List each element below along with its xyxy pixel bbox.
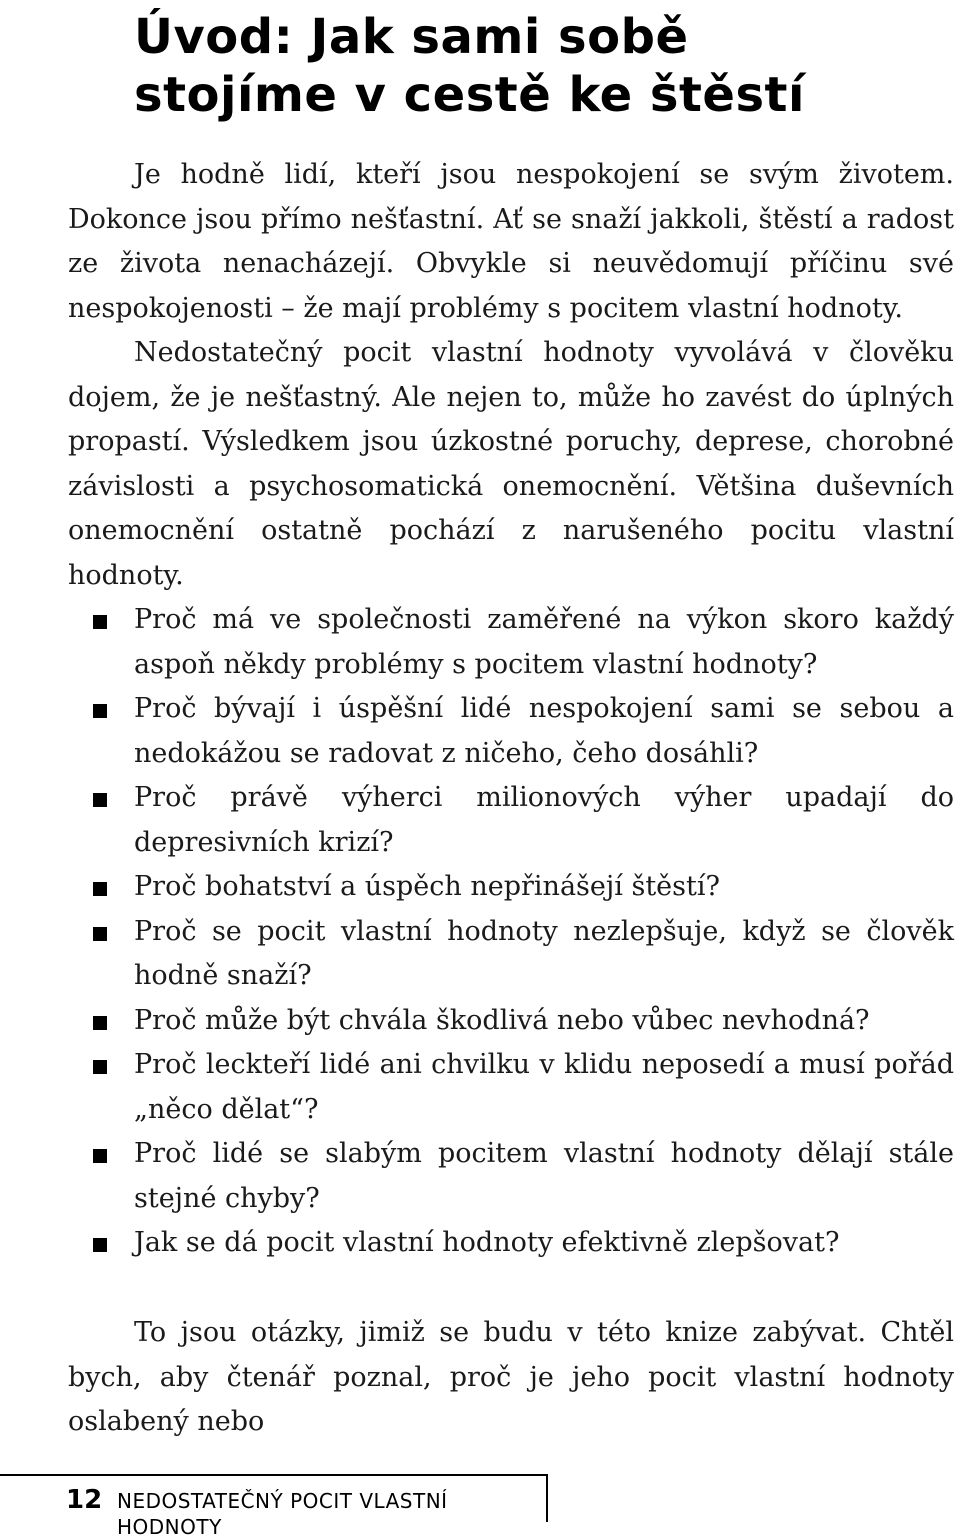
square-bullet-icon [93,793,107,807]
square-bullet-icon [93,615,107,629]
square-bullet-icon [93,927,107,941]
list-item [68,865,954,910]
square-bullet-icon [93,1149,107,1163]
page-footer [0,1474,548,1539]
paragraph-book-purpose: To jsou otázky, jimiž se budu v této knize zabývat. Chtěl bych, aby čtenář poznal, proč je jeho pocit vlastní hodnoty oslabený nebo [68,1317,954,1437]
list-item-text: Proč má ve společnosti zaměřené na výkon skoro každý aspoň někdy problémy s pocitem vlastní hodnoty? [134,604,954,680]
list-item-text: Proč se pocit vlastní hodnoty nezlepšuje, když se člověk hodně snaží? [134,915,954,991]
chapter-title-line-1: Úvod: Jak sami sobě [134,9,689,65]
list-item-text: Proč právě výherci milionových výher upadají do depresivních krizí? [134,782,954,858]
list-item-text: Proč lidé se slabým pocitem vlastní hodnoty dělají stále stejné chyby? [134,1138,954,1214]
list-item [68,910,954,999]
square-bullet-icon [93,882,107,896]
list-item [68,1221,954,1266]
question-list [68,598,954,1266]
list-item-text: Proč leckteří lidé ani chvilku v klidu neposedí a musí pořád „něco dělat“? [134,1049,954,1125]
list-item-text: Proč může být chvála škodlivá nebo vůbec nevhodná? [134,1004,870,1036]
list-item-text: Proč bývají i úspěšní lidé nespokojení sami se sebou a nedokážou se radovat z ničeho, čeho dosáhli? [134,693,954,769]
square-bullet-icon [93,1016,107,1030]
page-number: 12 [66,1485,103,1515]
square-bullet-icon [93,1060,107,1074]
chapter-title-line-2: stojíme v cestě ke štěstí [134,67,805,123]
list-item [68,1132,954,1221]
list-item [68,999,954,1044]
list-item [68,598,954,687]
square-bullet-icon [93,704,107,718]
list-item-text: Jak se dá pocit vlastní hodnoty efektivně zlepšovat? [134,1227,840,1258]
paragraph-intro: Je hodně lidí, kteří jsou nespokojení se svým životem. Dokonce jsou přímo nešťastní. Ať se snaží jakkoli, štěstí a radost ze života nenacházejí. Obvykle si neuvědomují příčinu své nespokojenosti – že mají problémy s pocitem vlastní hodnoty. [68,159,954,324]
list-item [68,776,954,865]
list-item-text: Proč bohatství a úspěch nepřinášejí štěstí? [134,871,720,902]
running-head: NEDOSTATEČNÝ POCIT VLASTNÍ HODNOTY [117,1489,448,1539]
chapter-title [134,8,914,124]
paragraph-consequences: Nedostatečný pocit vlastní hodnoty vyvolává v člověku dojem, že je nešťastný. Ale nejen to, může ho zavést do úplných propastí. Výsledkem jsou úzkostné poruchy, deprese, chorobné závislosti a psychosomatická onemocnění. Většina duševních onemocnění ostatně pochází z narušeného pocitu vlastní hodnoty. [68,337,954,591]
list-item [68,1043,954,1132]
square-bullet-icon [93,1238,107,1252]
list-item [68,687,954,776]
